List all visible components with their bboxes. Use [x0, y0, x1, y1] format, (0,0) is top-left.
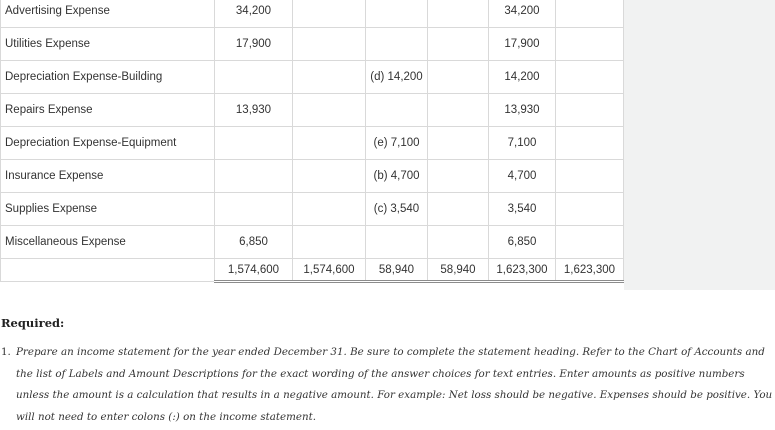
totals-label-cell — [1, 259, 215, 282]
table-row — [1, 28, 624, 61]
amount-cell: 34,200 — [215, 0, 293, 28]
amount-cell — [293, 127, 366, 160]
required-list — [1, 342, 775, 428]
amount-cell: 7,100 — [489, 127, 556, 160]
account-name: Insurance Expense — [1, 160, 215, 193]
amount-cell — [366, 0, 428, 28]
amount-cell: 14,200 — [489, 61, 556, 94]
total-cell: 58,940 — [366, 259, 428, 282]
account-name: Repairs Expense — [1, 94, 215, 127]
account-name: Supplies Expense — [1, 193, 215, 226]
amount-cell: 13,930 — [215, 94, 293, 127]
table-row — [1, 61, 624, 94]
amount-cell — [293, 226, 366, 259]
amount-cell: 4,700 — [489, 160, 556, 193]
amount-cell: (c) 3,540 — [366, 193, 428, 226]
total-cell: 1,574,600 — [293, 259, 366, 282]
amount-cell — [556, 28, 624, 61]
amount-cell — [428, 61, 489, 94]
required-item-text: Prepare an income statement for the year ended December 31. Be sure to complete the statement heading. Refer to the Chart of Accounts and the list of Labels and Amount Descriptions for the exact wording of the answer choices for text entries. Enter amounts as positive numbers unless the amount is a calculation that results in a negative amount. For example: Net loss should be negative. Expenses should be positive. You will not need to enter colons (:) on the income statement. — [16, 346, 773, 423]
amount-cell — [366, 226, 428, 259]
amount-cell — [556, 193, 624, 226]
total-cell: 1,623,300 — [556, 259, 624, 282]
account-name: Utilities Expense — [1, 28, 215, 61]
account-name: Miscellaneous Expense — [1, 226, 215, 259]
table-row — [1, 160, 624, 193]
amount-cell — [293, 193, 366, 226]
amount-cell — [428, 28, 489, 61]
amount-cell — [293, 160, 366, 193]
account-name: Depreciation Expense-Equipment — [1, 127, 215, 160]
amount-cell — [428, 160, 489, 193]
amount-cell: 13,930 — [489, 94, 556, 127]
amount-cell — [556, 0, 624, 28]
amount-cell — [556, 127, 624, 160]
table-row — [1, 193, 624, 226]
table-row — [1, 0, 624, 28]
amount-cell — [366, 28, 428, 61]
amount-cell — [366, 94, 428, 127]
amount-cell — [556, 61, 624, 94]
amount-cell — [293, 28, 366, 61]
amount-cell: 34,200 — [489, 0, 556, 28]
total-cell: 1,623,300 — [489, 259, 556, 282]
required-title: Required: — [1, 316, 65, 330]
amount-cell — [215, 127, 293, 160]
amount-cell — [215, 61, 293, 94]
amount-cell: 6,850 — [489, 226, 556, 259]
amount-cell — [556, 94, 624, 127]
amount-cell — [556, 160, 624, 193]
table-row — [1, 226, 624, 259]
amount-cell — [215, 193, 293, 226]
amount-cell: (d) 14,200 — [366, 61, 428, 94]
table-row — [1, 127, 624, 160]
amount-cell — [215, 160, 293, 193]
total-cell: 58,940 — [428, 259, 489, 282]
account-name: Advertising Expense — [1, 0, 215, 28]
worksheet-body — [1, 0, 624, 282]
totals-row — [1, 259, 624, 282]
amount-cell — [428, 127, 489, 160]
amount-cell — [428, 94, 489, 127]
amount-cell — [293, 61, 366, 94]
amount-cell — [293, 94, 366, 127]
amount-cell: 6,850 — [215, 226, 293, 259]
table-row — [1, 94, 624, 127]
amount-cell — [428, 0, 489, 28]
amount-cell — [293, 0, 366, 28]
amount-cell: (b) 4,700 — [366, 160, 428, 193]
amount-cell — [428, 193, 489, 226]
amount-cell: 17,900 — [215, 28, 293, 61]
amount-cell: 17,900 — [489, 28, 556, 61]
required-item-number: 1. — [1, 346, 11, 358]
amount-cell: (e) 7,100 — [366, 127, 428, 160]
amount-cell: 3,540 — [489, 193, 556, 226]
amount-cell — [556, 226, 624, 259]
total-cell: 1,574,600 — [215, 259, 293, 282]
amount-cell — [428, 226, 489, 259]
side-background — [624, 0, 775, 290]
account-name: Depreciation Expense-Building — [1, 61, 215, 94]
